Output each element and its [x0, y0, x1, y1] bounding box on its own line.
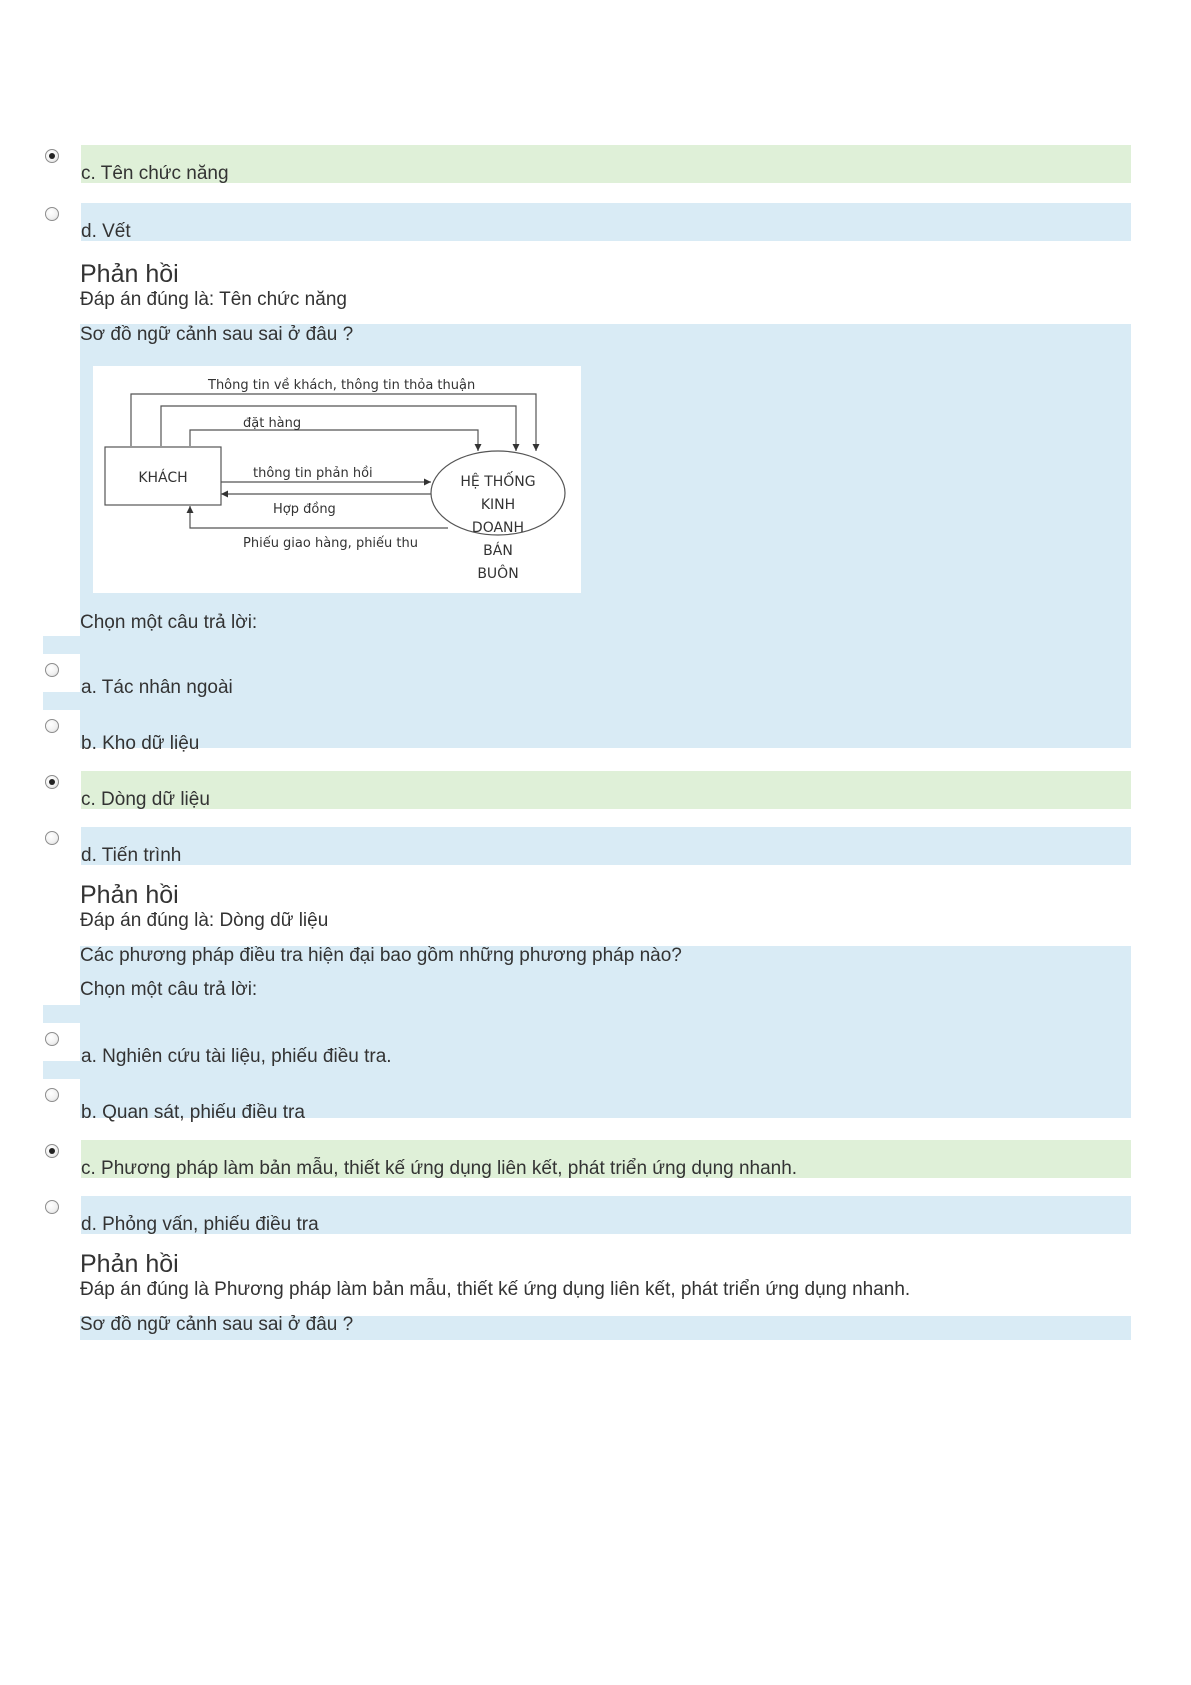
answer-prompt: Chọn một câu trả lời: — [80, 612, 258, 633]
flow-line-top-info — [131, 394, 536, 451]
radio-button-selected[interactable] — [45, 1144, 59, 1158]
feedback-heading: Phản hồi — [80, 1250, 179, 1278]
option-label: d. Tiến trình — [81, 845, 182, 866]
option-label: d. Vết — [81, 221, 131, 242]
answer-option-a[interactable] — [43, 1028, 1131, 1066]
answer-option-d[interactable] — [43, 203, 1131, 241]
entity-label: KHÁCH — [138, 470, 188, 486]
process-label-line: HỆ THỐNG — [460, 474, 536, 490]
answer-option-d[interactable] — [43, 1196, 1131, 1234]
process-label-line: DOANH — [471, 520, 525, 536]
option-label: d. Phỏng vấn, phiếu điều tra — [81, 1214, 319, 1235]
process-label-line: BÁN — [483, 543, 513, 559]
radio-button[interactable] — [45, 831, 59, 845]
flow-label: Phiếu giao hàng, phiếu thu — [243, 536, 418, 551]
answer-option-c[interactable] — [43, 1140, 1131, 1178]
flow-label: thông tin phản hồi — [253, 466, 373, 481]
feedback-heading: Phản hồi — [80, 260, 179, 288]
option-background — [81, 203, 1131, 241]
answer-option-d[interactable] — [43, 827, 1131, 865]
correct-answer-highlight — [81, 771, 1131, 809]
radio-button-selected[interactable] — [45, 149, 59, 163]
option-label: a. Tác nhân ngoài — [81, 677, 233, 698]
radio-button[interactable] — [45, 663, 59, 677]
answer-prompt: Chọn một câu trả lời: — [80, 979, 258, 1000]
radio-button[interactable] — [45, 1088, 59, 1102]
answer-option-c[interactable] — [43, 145, 1131, 183]
flow-line-top-info-inner — [161, 406, 516, 451]
option-label: c. Tên chức năng — [81, 163, 229, 184]
context-diagram — [93, 366, 581, 593]
question-text: Sơ đồ ngữ cảnh sau sai ở đâu ? — [80, 1314, 354, 1335]
question-block-notch — [43, 636, 81, 654]
answer-option-b[interactable] — [43, 1084, 1131, 1122]
answer-option-b[interactable] — [43, 715, 1131, 753]
option-label: c. Phương pháp làm bản mẫu, thiết kế ứng dụng liên kết, phát triển ứng dụng nhanh. — [81, 1158, 798, 1179]
question-block-notch — [43, 1005, 81, 1023]
radio-button[interactable] — [45, 1200, 59, 1214]
feedback-text: Đáp án đúng là Phương pháp làm bản mẫu, thiết kế ứng dụng liên kết, phát triển ứng dụng nhanh. — [80, 1279, 911, 1300]
feedback-heading: Phản hồi — [80, 881, 179, 909]
flow-label: Hợp đồng — [273, 502, 336, 517]
option-label: c. Dòng dữ liệu — [81, 789, 210, 810]
flow-label: Thông tin về khách, thông tin thỏa thuận — [208, 378, 476, 393]
radio-button[interactable] — [45, 719, 59, 733]
flow-line-order — [190, 430, 478, 451]
option-label: a. Nghiên cứu tài liệu, phiếu điều tra. — [81, 1046, 392, 1067]
correct-answer-highlight — [81, 145, 1131, 183]
process-label-line: BUÔN — [477, 566, 519, 582]
answer-option-c[interactable] — [43, 771, 1131, 809]
process-label-line: KINH — [480, 497, 516, 513]
option-background — [81, 827, 1131, 865]
question-text: Sơ đồ ngữ cảnh sau sai ở đâu ? — [80, 324, 354, 345]
feedback-text: Đáp án đúng là: Tên chức năng — [80, 289, 347, 310]
option-label: b. Quan sát, phiếu điều tra — [81, 1102, 305, 1123]
question-text: Các phương pháp điều tra hiện đại bao gồm những phương pháp nào? — [80, 945, 682, 966]
feedback-text: Đáp án đúng là: Dòng dữ liệu — [80, 910, 329, 931]
flow-label: đặt hàng — [243, 416, 302, 431]
radio-button[interactable] — [45, 1032, 59, 1046]
answer-option-a[interactable] — [43, 659, 1131, 697]
radio-button-selected[interactable] — [45, 775, 59, 789]
radio-button[interactable] — [45, 207, 59, 221]
option-label: b. Kho dữ liệu — [81, 733, 200, 754]
